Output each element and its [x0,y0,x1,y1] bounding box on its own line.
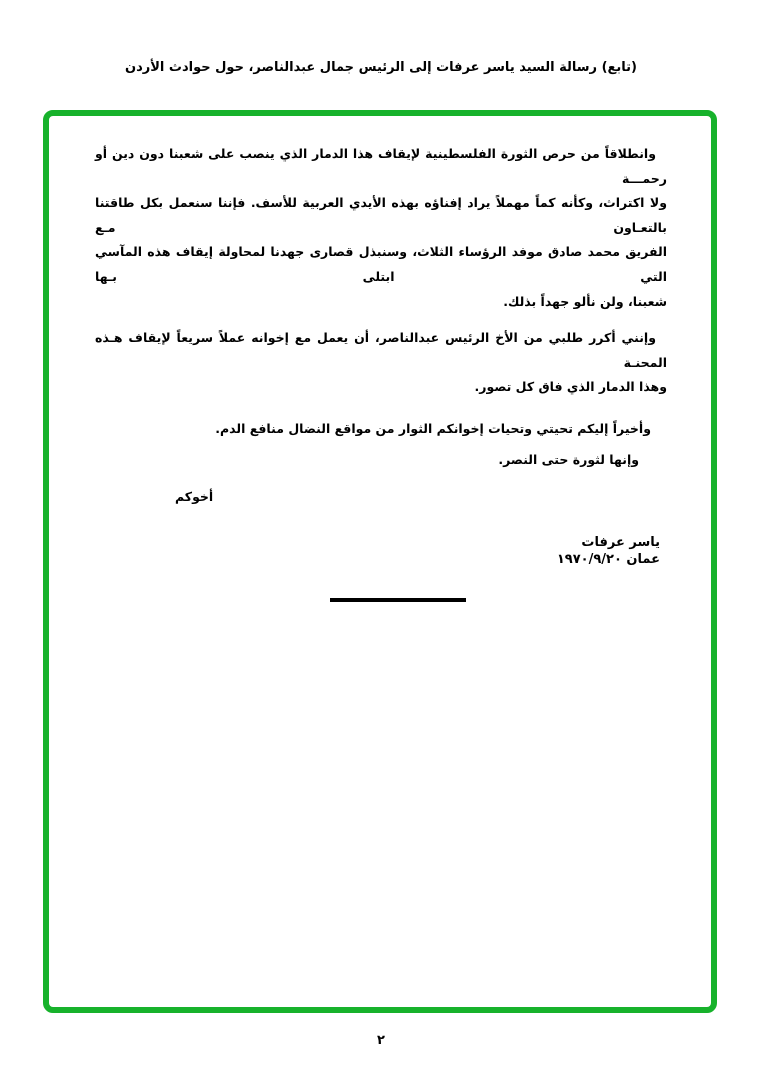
letter-line: الفريق محمد صادق موفد الرؤساء الثلاث، وسنبذل قصارى جهدنا لمحاولة إيقاف هذه المآسي التي ابتلى بـها [95,244,667,284]
page-number: ٢ [377,1033,385,1048]
letter-paragraph [95,326,667,400]
signature-block [95,534,667,568]
letter-paragraphs [95,142,667,472]
signature-rule [330,598,466,602]
letter-line: وإنني أكرر طلبي من الأخ الرئيس عبدالناصر، أن يعمل مع إخوانه عملاً سريعاً لإيقاف هـذه المحنـة [95,330,667,370]
letter-paragraph [95,142,667,314]
letter-line: وأخيراً إليكم تحيتي وتحيات إخوانكم الثوار من مواقع النضال منافع الدم. [215,420,651,436]
letter-paragraph [95,448,667,473]
letter-paragraph [95,417,667,442]
letter-line: ولا اكتراث، وكأنه كماً مهملاً يراد إفناؤه بهذه الأيدي العربية للأسف. فإننا سنعمل بكل طاقتنا بالتعـاون مـع [95,195,667,235]
letter-line: وانطلاقاً من حرص الثورة الفلسطينية لإيقاف هذا الدمار الذي ينصب على شعبنا دون دين أو رحمـــة [95,146,667,186]
letter-line: وإنها لثورة حتى النصر. [498,451,639,467]
signature-place-date: عمان ١٩٧٠/٩/٢٠ [556,551,660,567]
letter-border-frame [43,110,717,1013]
letter-body [49,116,711,602]
letter-line: شعبنا، ولن نألو جهداً بذلك. [503,293,667,309]
letter-line: وهذا الدمار الذي فاق كل تصور. [474,379,667,395]
document-header-title: (تابع) رسالة السيد ياسر عرفات إلى الرئيس جمال عبدالناصر، حول حوادث الأردن [125,60,637,75]
letter-closing: أخوكم [175,489,214,505]
signature-name: ياسر عرفات [581,534,660,550]
